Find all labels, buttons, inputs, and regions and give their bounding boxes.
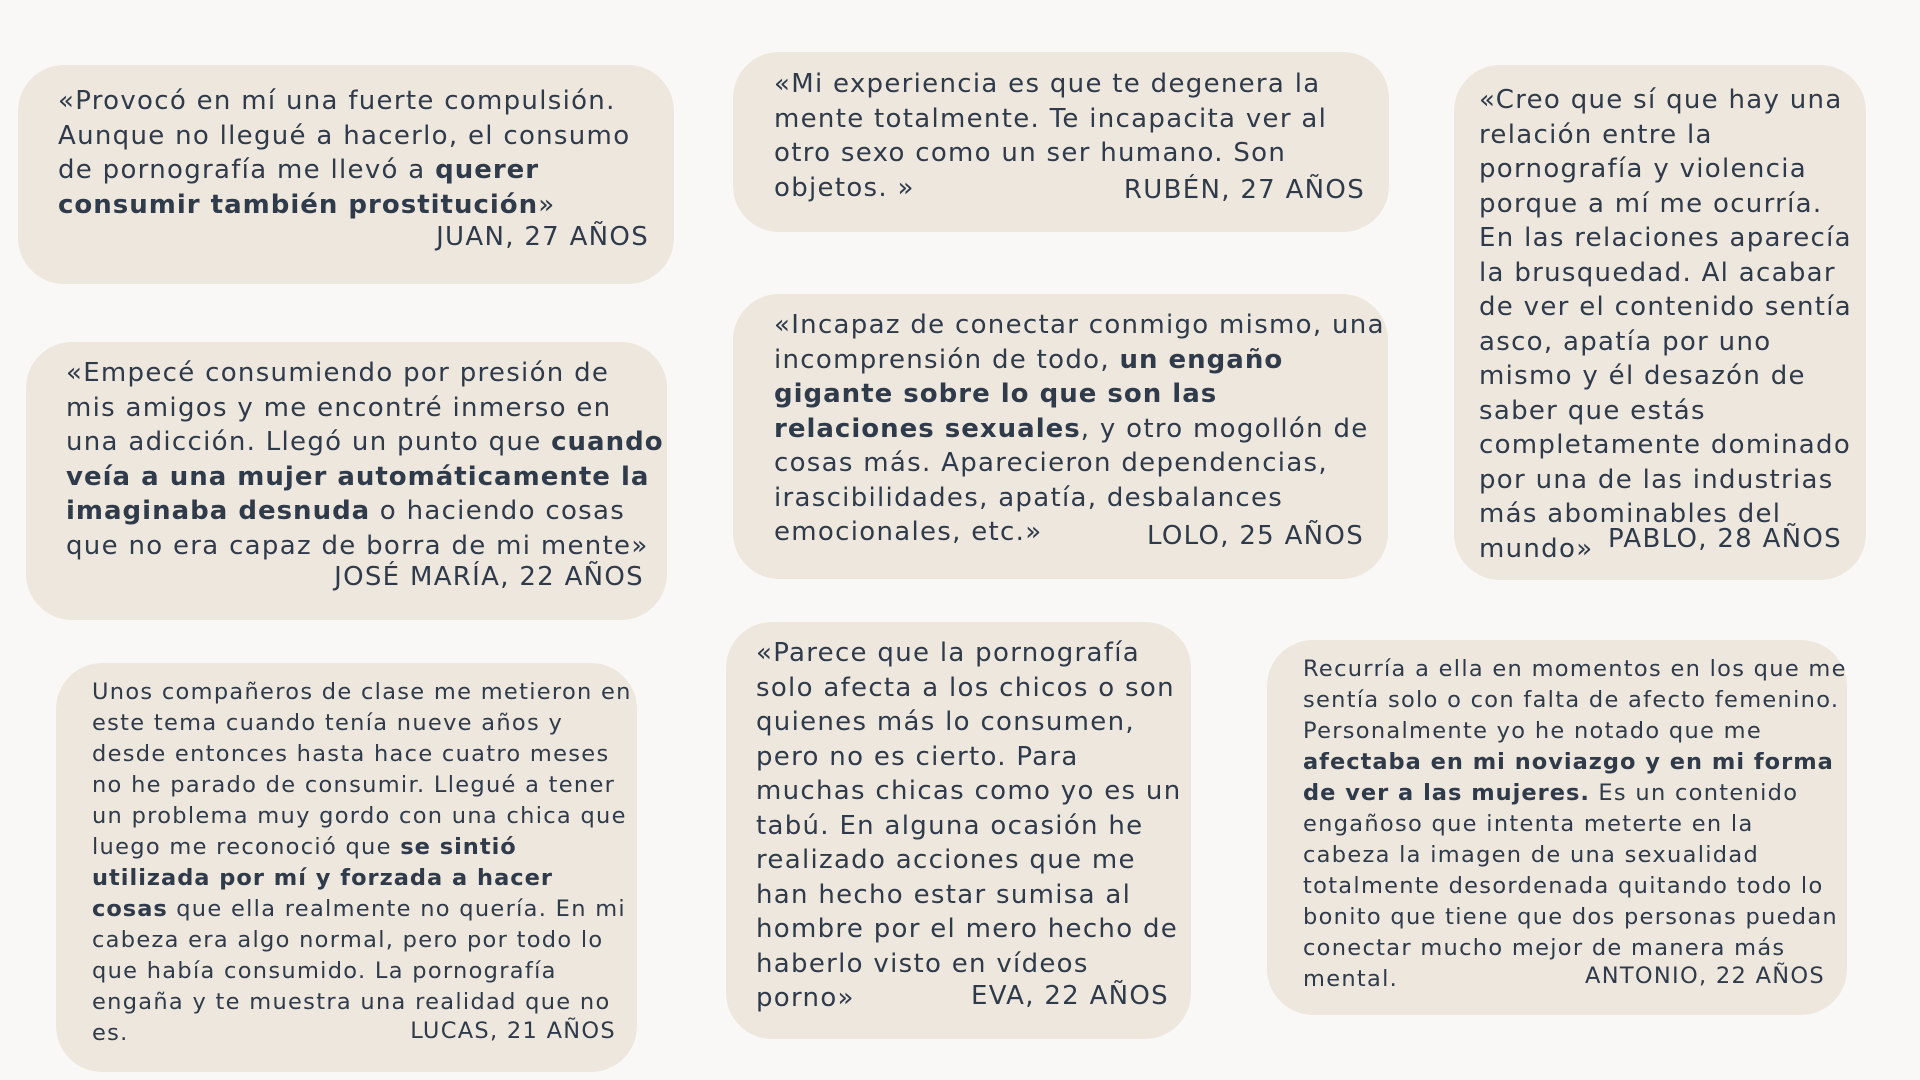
testimonial-card-jose-maria: [26, 342, 667, 620]
testimonial-quote: Recurría a ella en momentos en los que me sentía solo o con falta de afecto femenino. Personalmente yo he notado que me afectaba en mi noviazgo y en mi forma de ver a las mujeres. Es un contenido engañoso que intenta meterte en la cabeza la imagen de una sexualidad totalmente desordenada quitando todo lo bonito que tiene que dos personas puedan conectar mucho mejor de manera más mental.: [1303, 656, 1847, 992]
testimonial-card-eva: [726, 622, 1191, 1039]
highlight-text: se sintió utilizada por mí y forzada a hacer cosas: [92, 834, 553, 922]
testimonial-author: ANTONIO, 22 AÑOS: [1585, 963, 1825, 989]
testimonial-author: PABLO, 28 AÑOS: [1608, 524, 1842, 554]
highlight-text: querer consumir también prostitución: [58, 155, 540, 220]
testimonial-author: LOLO, 25 AÑOS: [1146, 521, 1364, 551]
testimonial-card-lucas: [56, 663, 637, 1072]
highlight-text: cuando veía a una mujer automáticamente la imaginaba desnuda: [66, 427, 664, 526]
testimonial-card-lolo: [733, 294, 1388, 579]
testimonial-quote: Unos compañeros de clase me metieron en este tema cuando tenía nueve años y desde entonces hasta hace cuatro meses no he parado de consumir. Llegué a tener un problema muy gordo con una chica que luego me reconoció que se sintió utilizada por mí y forzada a hacer cosas que ella realmente no quería. En mi cabeza era algo normal, pero por todo lo que había consumido. La pornografía engaña y te muestra una realidad que no es.: [92, 679, 632, 1046]
highlight-text: un engaño gigante sobre lo que son las relaciones sexuales: [774, 344, 1284, 444]
testimonial-card-juan: [18, 65, 674, 284]
testimonial-author: JOSÉ MARÍA, 22 AÑOS: [334, 562, 644, 592]
testimonial-quote: «Parece que la pornografía solo afecta a los chicos o son quienes más lo consumen, pero no es cierto. Para muchas chicas como yo es un tabú. En alguna ocasión he realizado acciones que me han hecho estar sumisa al hombre por el mero hecho de haberlo visto en vídeos porno»: [756, 638, 1182, 1013]
testimonial-author: EVA, 22 AÑOS: [970, 981, 1169, 1011]
testimonial-author: JUAN, 27 AÑOS: [436, 222, 649, 252]
testimonial-card-ruben: [733, 52, 1389, 232]
highlight-text: afectaba en mi noviazgo y en mi forma de ver a las mujeres.: [1303, 749, 1834, 806]
testimonial-quote: «Provocó en mí una fuerte compulsión. Aunque no llegué a hacerlo, el consumo de pornografía me llevó a querer consumir también prostitución»: [58, 86, 631, 220]
testimonial-card-pablo: [1454, 65, 1866, 580]
testimonial-quote: «Empecé consumiendo por presión de mis amigos y me encontré inmerso en una adicción. Llegó un punto que cuando veía a una mujer automáticamente la imaginaba desnuda o haciendo cosas que no era capaz de borra de mi mente»: [66, 358, 664, 561]
testimonial-card-antonio: [1267, 640, 1847, 1015]
testimonial-quote: «Creo que sí que hay una relación entre la pornografía y violencia porque a mí me ocurría. En las relaciones aparecía la brusquedad. Al acabar de ver el contenido sentía asco, apatía por uno mismo y él desazón de saber que estás completamente dominado por una de las industrias más abominables del mundo»: [1479, 85, 1853, 564]
testimonial-quote: «Incapaz de conectar conmigo mismo, una incomprensión de todo, un engaño gigante sobre lo que son las relaciones sexuales, y otro mogollón de cosas más. Aparecieron dependencias, irascibilidades, apatía, desbalances emocionales, etc.»: [774, 310, 1385, 547]
testimonial-author: LUCAS, 21 AÑOS: [410, 1018, 616, 1044]
testimonial-author: RUBÉN, 27 AÑOS: [1123, 175, 1365, 205]
testimonial-quote: «Mi experiencia es que te degenera la mente totalmente. Te incapacita ver al otro sexo como un ser humano. Son objetos. »: [774, 69, 1328, 203]
